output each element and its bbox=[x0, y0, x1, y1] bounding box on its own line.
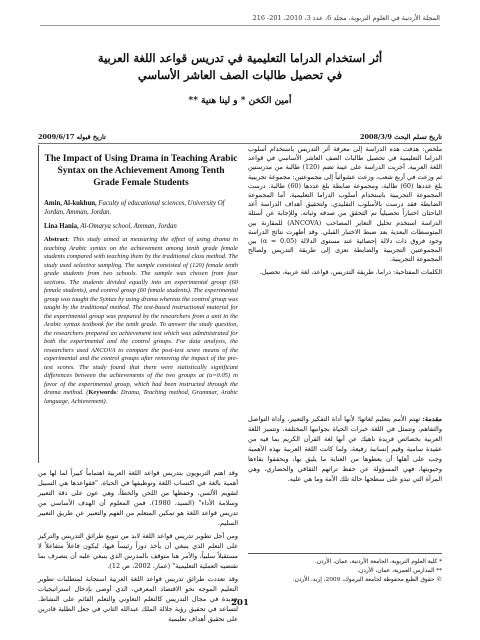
english-abstract-label: Abstract bbox=[44, 236, 68, 243]
english-abstract-text: : This study aimed at measuring the effect of using drama in teaching Arabic syntax on the achievement among tenth grade female students compared with teaching them by the traditional class method. The study used selective sampling. The sample consisted of (120) female tenth grade students from two schools. The sample was chosen from four sections. The students divided equally into an experimental group (60 female students), and control group (60 female students). The experimental group was taught the Syntax by using drama whereas the control group was taught by the traditional method. The test-based instructional material for the experimental group was prepared by the researchers from a unit in the Arabic syntax textbook for the tenth grade. To answer the study question, the researchers prepared an achievement test which was administrated for both the experimental and the control groups. For data analysis, the researchers used ANCOVA to compare the post-test score means of the experimental and the control groups after removing the impact of the pre-test scores. The study found that there were statistically significant differences between the achievements of the two groups at (α=0.05) in favor of the experimental group, which had been instructed through the drama method. bbox=[44, 236, 238, 396]
arabic-title bbox=[90, 50, 390, 84]
english-keywords-text: : Drama, Teaching method, Grammar, Arabic language, Achievement). bbox=[44, 389, 238, 405]
body-paragraph-3: وقد تعددت طرائق تدريس قواعد اللغة العربية استجابة لمتطلبات تطوير التعليم الموجه نحو الاقتصاد المعرفي، الذي أوصى بإدخال استراتيجيات جديدة في مجال التدريس كالتعلم التعاوني والتعلم القائم على النشاط. لتساعد في تحقيق رؤية جلالة الملك عبدالله الثاني في جعل الطلبة قادرين على تحقيق أهداف تعليمية bbox=[38, 575, 238, 623]
introduction-text: تهتم الأمم بتعليم لغاتها؛ لأنها أداة التفكير والتعبير، وأداة التواصل والتفاهم، وتتمثل في اللغة خبرات الحياة بجوانبها المختلفة، وتتميز اللغة العربية بخصائص فريدة ناهيك عن أنها لغة القرآن الكريم بما فيه من عقيدة سامية وقيم إنسانية رفيعة، ولما كانت اللغة العربية بهذه الأهمية وجب على أهلها أن يعطوها من العناية ما يليق بها، ويحققوا بقاءها وحيويتها، فهي المسؤولة عن حفظ تراثهم الثقافي والحضاري، وهي المرآة التي تبدو على سطحها حالة تلك الأمة وما هي عليه. bbox=[248, 415, 442, 483]
footnotes bbox=[248, 558, 442, 585]
arabic-abstract bbox=[248, 145, 442, 280]
accepted-date: تاريخ قبوله 2009/6/17 bbox=[38, 133, 106, 141]
arabic-title-line2: في تحصيل طالبات الصف العاشر الأساسي bbox=[137, 68, 343, 82]
footnote-2: ** المدارس العمرية، عمان، الأردن. bbox=[357, 568, 442, 574]
english-author1-affiliation: Faculty of educational sciences, University Of Jordan, Amman, Jordan. bbox=[44, 200, 225, 216]
arabic-title-line1: أثر استخدام الدراما التعليمية في تدريس قواعد اللغة العربية bbox=[97, 51, 383, 65]
submission-dates bbox=[38, 133, 442, 144]
arabic-authors: أمين الكخن * و لينا هنية ** bbox=[188, 96, 292, 106]
page-number: 201 bbox=[231, 598, 249, 608]
english-author2-affiliation: Al-Omarya school, Amman, Jordan bbox=[80, 223, 177, 230]
introduction-paragraph bbox=[248, 414, 442, 484]
english-abstract-box bbox=[38, 145, 238, 463]
introduction-heading: مقدمة: bbox=[422, 415, 442, 423]
body-paragraph-1: وقد اهتم التربويون بتدريس قواعد اللغة العربية اهتماماً كبيراً لما لها من أهمية بالغة في اكتساب اللغة وتوظيفها في الحياة، "فقواعدها هي السبيل لتقويم الألسن، وحفظها من اللحن والخطأ، وهي عون على دقة التعبير وسلامة الأداء" (السيد، 1980). فمن المعلوم أن الهدف الأساسي من تدريس قواعد اللغة هو تمكين المتعلم من الفهم والتعبير عن طريق التعبير السليم. bbox=[38, 469, 238, 527]
english-author2-name: Lina Hania, bbox=[44, 223, 79, 230]
english-author2 bbox=[44, 222, 238, 231]
english-title: The Impact of Using Drama in Teaching Arabic Syntax on the Achievement Among Tenth Grade Female Students bbox=[44, 154, 238, 188]
received-date: تاريخ تسلم البحث 2008/3/9 bbox=[359, 133, 442, 141]
english-author1-name: Amin, Al-kukhun, bbox=[44, 200, 97, 207]
footnote-divider bbox=[248, 553, 442, 554]
english-keywords-label: Keywords bbox=[88, 389, 117, 396]
footnote-1: * كلية العلوم التربوية، الجامعة الأردنية، عمان، الأردن. bbox=[314, 559, 442, 565]
body-right-column bbox=[248, 414, 442, 487]
body-paragraph-2: ومن أجل تطوير تدريس قواعد اللغة لابد من تنويع طرائق التدريس والتركيز على التعلم الذي ينبغي أن يأخذ دوراً رئيساً فيها، ليكون فاعلاً متفاعلاً لا مستقبلاً سلبياً، والأمر هنا متوقف بالمدرس الذي ينبغي عليه أن يتصرف بما تقتضيه العملية التعليمية" (عمار، 2002، ص 12). bbox=[38, 532, 238, 570]
english-abstract: Abstract: This study aimed at measuring the effect of using drama in teaching Arabic syntax on the achievement among tenth grade female students compared with teaching them by the traditional class method. The study used selective sampling. The sample consisted of (120) female tenth grade students from two schools. The sample was chosen from four sections. The students divided equally into an experimental group (60 female students), and control group (60 female students). The experimental group was taught the Syntax by using drama whereas the control group was taught by the traditional method. The test-based instructional material for the experimental group was prepared by the researchers from a unit in the Arabic syntax textbook for the tenth grade. To answer the study question, the researchers prepared an achievement test which was administrated for both the experimental and the control groups. For data analysis, the researchers used ANCOVA to compare the post-test score means of the experimental and the control groups after removing the impact of the pre-test scores. The study found that there were statistically significant differences between the achievements of the two groups at (α=0.05) in favor of the experimental group, which had been instructed through the drama method. (Keywords: Drama, Teaching method, Grammar, Arabic language, Achievement). bbox=[44, 236, 238, 405]
english-abstract-column bbox=[38, 145, 238, 463]
english-author1 bbox=[44, 199, 238, 217]
journal-header: المجلة الأردنية في العلوم التربوية، مجلد 6، عدد 3، 2010، 201- 216 bbox=[40, 14, 440, 26]
arabic-keywords: الكلمات المفتاحية: دراما، طريقة التدريس، قواعد، لغة عربية، تحصيل. bbox=[259, 267, 442, 276]
arabic-abstract-text: ملخص: هدفت هذه الدراسة إلى معرفة أثر التدريس باستخدام أسلوب الدراما التعليمية في تحصيل طالبات الصف العاشر الأساسي في قواعد اللغة العربية. أجريت الدراسة على عينة تضم (120) طالبة من مدرستين ثم وزعت في أربع شعب، وزعت عشوائياً إلى مجموعتين: مجموعة تجريبية بلغ عددها (60) طالبة، ومجموعة ضابطة بلغ عددها (60) طالبة. درست المجموعة التجريبية باستخدام أسلوب الدراما التعليمية، أما المجموعة الضابطة فقد درست بالأسلوب التقليدي. ولتحقيق أهداف الدراسة أعد الباحثان اختباراً تحصيلياً تم التحقق من صدقه وثباته. وللإجابة عن أسئلة الدراسة استخدم تحليل التغاير المصاحب (ANCOVA) للمقارنة بين المتوسطات البعدية بعد ضبط الاختبار القبلي. وقد أظهرت نتائج الدراسة وجود فروق ذات دلالة إحصائية عند مستوى الدلالة (α = 0.05) بين المجموعتين التجريبية والضابطة تعزى إلى طريقة التدريس ولصالح المجموعة التجريبية. bbox=[248, 145, 443, 264]
footnote-copyright: © حقوق الطبع محفوظة لجامعة اليرموك، 2009، إربد، الأردن. bbox=[292, 577, 442, 583]
